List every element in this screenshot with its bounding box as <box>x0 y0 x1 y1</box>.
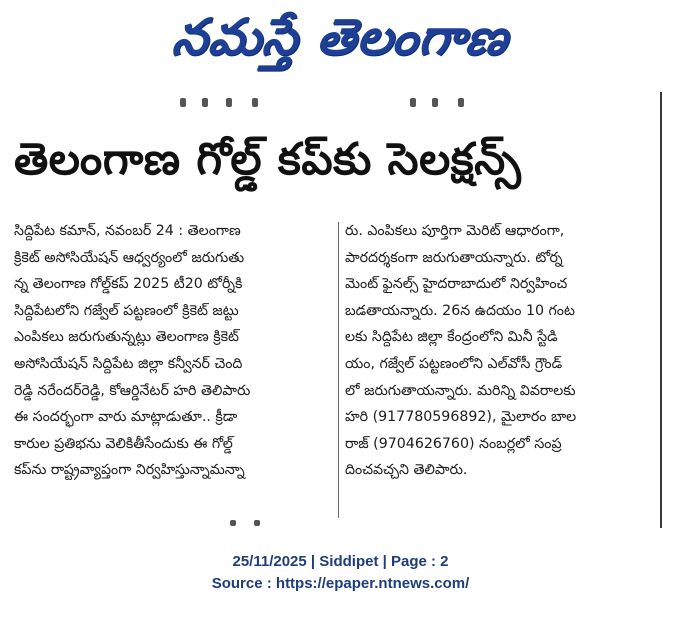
clip-date-line: 25/11/2025 | Siddipet | Page : 2 <box>232 553 449 570</box>
article-text-line: క్రికెట్ అసోసియేషన్ ఆధ్వర్యంలో జరుగుతు <box>14 249 245 266</box>
masthead <box>0 0 681 80</box>
newspaper-logo: నమస్తే తెలంగాణ <box>169 8 512 66</box>
clipping-edge <box>660 92 662 528</box>
clip-source-line: Source : https://epaper.ntnews.com/ <box>211 575 470 592</box>
article-text-line: హరి (9177805968​92), మైలారం బాల <box>345 409 577 426</box>
article-text-line: ఈ సందర్భంగా వారు మాట్లాడుతూ.. క్రీడా <box>14 409 238 426</box>
article-text-line: లకు సిద్దిపేట జిల్లా కేంద్రంలోని మినీ స్టేడి <box>345 329 558 346</box>
article-text-line: సిద్దిపేట కమాన్, నవంబర్ 24 : తెలంగాణ <box>14 223 241 239</box>
article-text-line: ఎంపికలు జరుగుతున్నట్లు తెలంగాణ క్రికెట్ <box>14 329 239 346</box>
cropped-text-fragment <box>180 98 480 110</box>
article-text-line: పారదర్శకంగా జరుగుతాయన్నారు. టోర్న <box>345 249 563 266</box>
article-text-line: కప్‌ను రాష్ట్రవ్యాప్తంగా నిర్వహిస్తున్నామన్నా <box>14 462 245 479</box>
article-text-line: కారుల ప్రతిభను వెలికితీసేందుకు ఈ గోల్డ్ <box>14 435 233 452</box>
article-text-line: రు. ఎంపికలు పూర్తిగా మెరిట్ ఆధారంగా, <box>345 223 565 239</box>
cropped-text-fragment <box>230 520 290 530</box>
article-text-line: బడతాయన్నారు. 26న ఉదయం 10 గంట <box>345 302 575 319</box>
article-text-line: మెంట్ ఫైనల్స్ హైదరాబాదులో నిర్వహించ <box>345 276 568 293</box>
article-column-left <box>14 218 336 484</box>
article-headline: తెలంగాణ గోల్డ్ కప్‌కు సెలక్షన్స్ <box>14 134 522 185</box>
article-text-line: న్న తెలంగాణ గోల్డ్‌కప్ 2025 టీ20 టోర్నీకి <box>14 276 243 293</box>
article-text-line: యం, గజ్వేల్ పట్టణంలోని ఎల్‌వోసీ గ్రౌండ్ <box>345 355 563 372</box>
article-text-line: లో జరుగుతాయన్నారు. మరిన్ని వివరాలకు <box>345 382 576 399</box>
article-column-right <box>345 218 657 484</box>
column-divider <box>338 222 339 518</box>
article-text-line: అసోసియేషన్ సిద్దిపేట జిల్లా కన్వీనర్ చెంది <box>14 355 243 372</box>
article-text-line: రెడ్డి నరేందర్‌రెడ్డి, కోఆర్డినేటర్ హరి తెలిపారు <box>14 382 251 399</box>
article-text-line: దించవచ్చని తెలిపారు. <box>345 462 468 479</box>
article-text-line: రాజ్ (9704626760) నంబర్లలో సంప్ర <box>345 435 562 452</box>
article-text-line: సిద్దిపేటలోని గజ్వేల్ పట్టణంలో క్రికెట్ జట్టు <box>14 302 239 319</box>
